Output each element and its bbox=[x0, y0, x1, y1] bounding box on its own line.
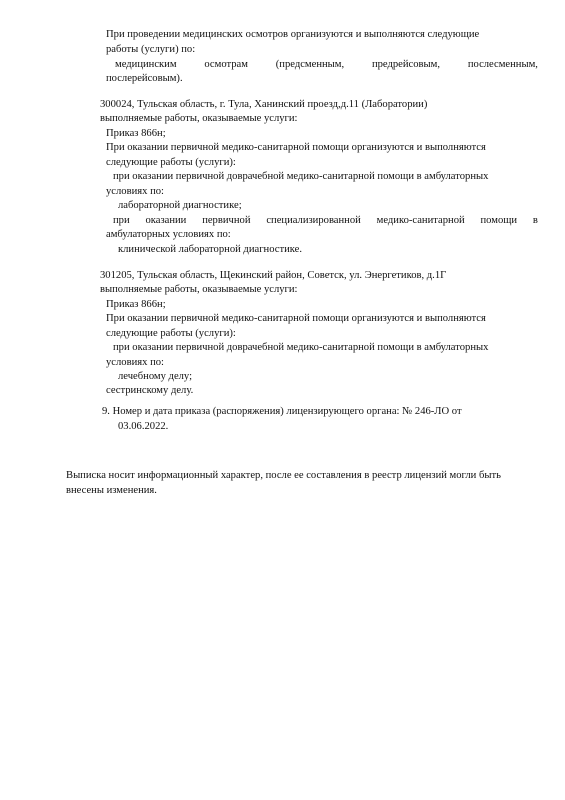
word: медико-санитарной bbox=[376, 215, 465, 226]
word: в bbox=[532, 215, 538, 226]
address-line: 300024, Тульская область, г. Тула, Ханинский проезд,д.11 (Лаборатории) bbox=[100, 99, 428, 110]
text-line: При проведении медицинских осмотров организуются и выполняются следующие bbox=[106, 29, 480, 40]
text-line: при оказании первичной доврачебной медико-санитарной помощи в амбулаторных bbox=[113, 171, 489, 182]
word: специализированной bbox=[266, 215, 361, 226]
text-line: следующие работы (услуги): bbox=[106, 328, 236, 339]
text-line: Приказ 866н; bbox=[106, 299, 166, 310]
word: помощи bbox=[480, 215, 518, 226]
word: оказании bbox=[145, 215, 187, 226]
order-number-line: 9. Номер и дата приказа (распоряжения) лицензирующего органа: № 246-ЛО от bbox=[102, 406, 462, 417]
disclaimer-line: Выписка носит информационный характер, после ее составления в реестр лицензий могли быть bbox=[66, 470, 501, 481]
text-line: условиях по: bbox=[106, 357, 164, 368]
text-line-justified bbox=[113, 214, 538, 229]
disclaimer-line: внесены изменения. bbox=[66, 485, 157, 496]
text-line: клинической лабораторной диагностике. bbox=[118, 244, 302, 255]
text-line: следующие работы (услуги): bbox=[106, 157, 236, 168]
text-line: сестринскому делу. bbox=[106, 385, 194, 396]
text-line: При оказании первичной медико-санитарной помощи организуются и выполняются bbox=[106, 313, 486, 324]
text-line: при оказании первичной доврачебной медико-санитарной помощи в амбулаторных bbox=[113, 342, 489, 353]
text-line: выполняемые работы, оказываемые услуги: bbox=[100, 284, 298, 295]
word: при bbox=[113, 215, 130, 226]
text-line: лечебному делу; bbox=[118, 371, 193, 382]
text-line: работы (услуги) по: bbox=[106, 44, 196, 55]
word: первичной bbox=[202, 215, 251, 226]
text-line: лабораторной диагностике; bbox=[118, 200, 242, 211]
text-line: При оказании первичной медико-санитарной помощи организуются и выполняются bbox=[106, 142, 486, 153]
text-line: выполняемые работы, оказываемые услуги: bbox=[100, 113, 298, 124]
text-line: условиях по: bbox=[106, 186, 164, 197]
text-line-justified bbox=[115, 58, 538, 73]
word: послесменным, bbox=[467, 59, 538, 70]
word: (предсменным, bbox=[275, 59, 345, 70]
order-date-line: 03.06.2022. bbox=[118, 421, 169, 432]
text-line: амбулаторных условиях по: bbox=[106, 229, 231, 240]
text-line: послерейсовым). bbox=[106, 73, 183, 84]
word: медицинским bbox=[115, 59, 177, 70]
word: предрейсовым, bbox=[371, 59, 441, 70]
text-line: Приказ 866н; bbox=[106, 128, 166, 139]
word: осмотрам bbox=[204, 59, 248, 70]
address-line: 301205, Тульская область, Щекинский район, Советск, ул. Энергетиков, д.1Г bbox=[100, 270, 447, 281]
